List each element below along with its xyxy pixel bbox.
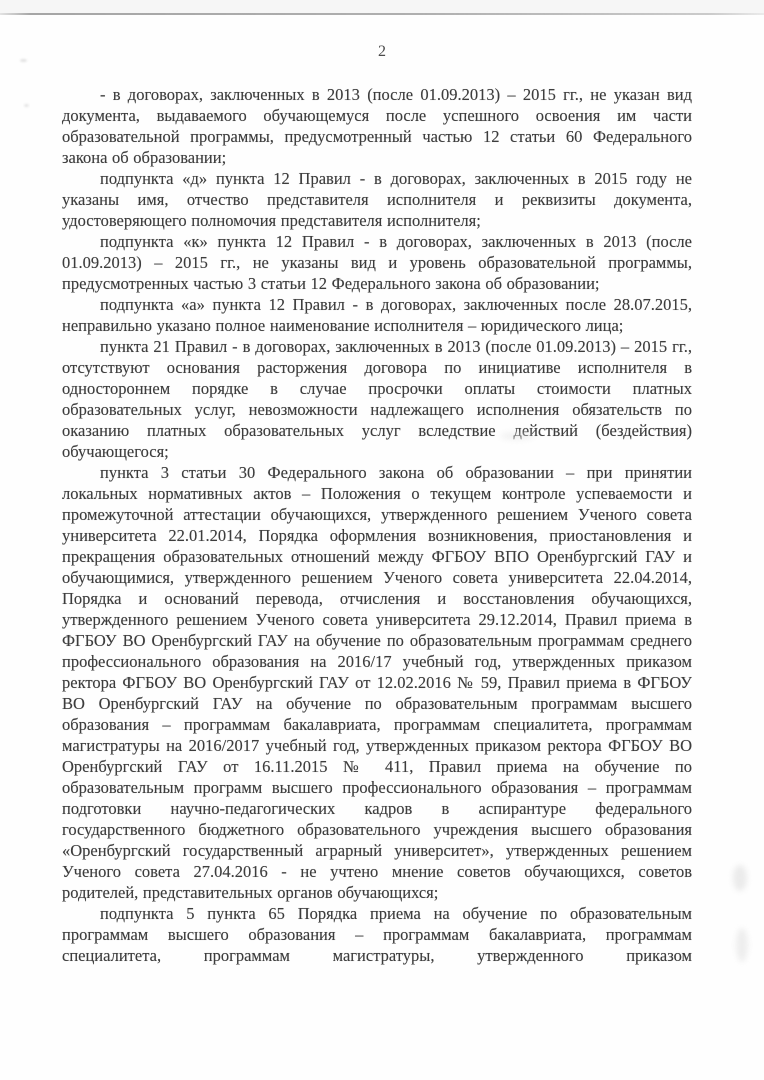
paragraph-subitem-5-item-65: подпункта 5 пункта 65 Порядка приема на обучение по образовательным программам высшего образования – программам бакалавриата, программам специалитета, программам магистратуры, утвержденного приказом — [62, 904, 692, 965]
paragraph-subitem-k-item-12: подпункта «к» пункта 12 Правил - в договорах, заключенных в 2013 (после 01.09.2013) – 2015 гг., не указаны вид и уровень образовательной программы, предусмотренных частью 3 статьи 12 Федерального закона об образовании; — [62, 232, 692, 293]
document-body — [62, 84, 692, 966]
scan-edge-band — [0, 0, 764, 13]
paragraph-subitem-a-item-12: подпункта «а» пункта 12 Правил - в договорах, заключенных после 28.07.2015, неправильно указано полное наименование исполнителя – юридического лица; — [62, 295, 692, 335]
scan-smudge — [500, 432, 534, 440]
scan-speck — [24, 104, 29, 107]
paragraph-contracts-document-type: - в договорах, заключенных в 2013 (после 01.09.2013) – 2015 гг., не указан вид документа, выдаваемого обучающемуся после успешного освоения им части образовательной программы, предусмотренный частью 12 статьи 60 Федерального закона об образовании; — [62, 85, 692, 167]
scan-smudge — [736, 928, 748, 962]
scan-edge-line — [0, 13, 764, 15]
paragraph-subitem-d-item-12: подпункта «д» пункта 12 Правил - в договорах, заключенных в 2015 году не указаны имя, отчество представителя исполнителя и реквизиты документа, удостоверяющего полномочия представителя исполнителя; — [62, 169, 692, 230]
scan-smudge — [733, 865, 747, 891]
paragraph-item-21-rules: пункта 21 Правил - в договорах, заключенных в 2013 (после 01.09.2013) – 2015 гг., отсутствуют основания расторжения договора по инициативе исполнителя в одностороннем порядке в случае просрочки оплаты стоимости платных образовательных услуг, невозможности надлежащего исполнения обязательств по оказанию платных образовательных услуг вследствие действий (бездействия) обучающегося; — [62, 337, 692, 461]
paragraph-item-3-article-30: пункта 3 статьи 30 Федерального закона об образовании – при принятии локальных нормативных актов – Положения о текущем контроле успеваемости и промежуточной аттестации обучающихся, утвержденного решением Ученого совета университета 22.01.2014, Порядка оформления возникновения, приостановления и прекращения образовательных отношений между ФГБОУ ВПО Оренбургский ГАУ и обучающимися, утвержденного решением Ученого совета университета 22.04.2014, Порядка и оснований перевода, отчисления и восстановления обучающихся, утвержденного решением Ученого совета университета 29.12.2014, Правил приема в ФГБОУ ВО Оренбургский ГАУ на обучение по образовательным программам среднего профессионального образования на 2016/17 учебный год, утвержденных приказом ректора ФГБОУ ВО Оренбургский ГАУ от 12.02.2016 № 59, Правил приема в ФГБОУ ВО Оренбургский ГАУ на обучение по образовательным программам высшего образования – программам бакалавриата, программам специалитета, программам магистратуры на 2016/2017 учебный год, утвержденных приказом ректора ФГБОУ ВО Оренбургский ГАУ от 16.11.2015 № 411, Правил приема на обучение по образовательным программ высшего профессионального образования – программам подготовки научно-педагогических кадров в аспирантуре федерального государственного бюджетного образовательного учреждения высшего образования «Оренбургский государственный аграрный университет», утвержденных решением Ученого совета 27.04.2016 - не учтено мнение советов обучающихся, советов родителей, представительных органов обучающихся; — [62, 463, 692, 902]
page-number: 2 — [378, 43, 386, 60]
scan-speck — [20, 59, 27, 62]
